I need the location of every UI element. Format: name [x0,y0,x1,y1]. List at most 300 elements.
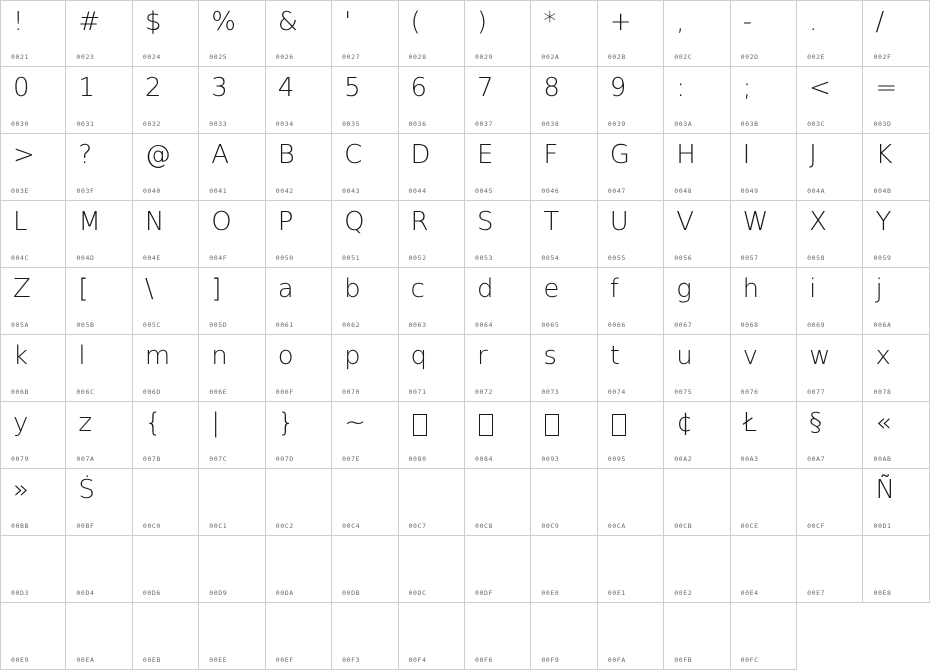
glyph-cell[interactable] [731,67,797,134]
glyph-codepoint: 0034 [275,120,294,128]
glyph-cell[interactable] [266,536,332,603]
glyph-codepoint: 0093 [541,455,560,463]
glyph-cell[interactable] [332,335,398,402]
glyph-cell[interactable] [399,335,465,402]
glyph-codepoint: 0068 [740,321,759,329]
glyph-cell[interactable] [797,335,863,402]
glyph-cell[interactable] [133,536,199,603]
glyph-cell[interactable] [399,201,465,268]
glyph-codepoint: 0042 [275,187,294,195]
glyph-codepoint: 0061 [275,321,294,329]
glyph-codepoint: 00C1 [209,522,228,530]
glyph-character: , [676,7,685,37]
glyph-cell[interactable] [66,67,132,134]
glyph-codepoint: 002D [740,53,759,61]
glyph-character: R [410,207,429,237]
glyph-cell[interactable] [531,201,597,268]
glyph-character: @ [144,140,171,170]
glyph-cell[interactable] [863,335,929,402]
glyph-cell[interactable] [399,402,465,469]
glyph-character: ; [742,73,752,103]
glyph-codepoint: 006B [11,388,30,396]
glyph-cell[interactable] [266,603,332,670]
glyph-codepoint: 006A [873,321,892,329]
glyph-cell[interactable] [266,335,332,402]
glyph-cell[interactable] [731,0,797,67]
glyph-character: g [676,274,692,304]
glyph-cell[interactable] [133,402,199,469]
glyph-cell[interactable] [66,201,132,268]
glyph-cell[interactable] [266,134,332,201]
glyph-cell[interactable] [399,603,465,670]
glyph-character: 9 [609,73,627,103]
glyph-character: U [609,207,629,237]
glyph-codepoint: 0084 [474,455,494,463]
glyph-character: % [211,7,236,37]
glyph-codepoint: 003A [674,120,693,128]
glyph-codepoint: 0071 [408,388,427,396]
glyph-cell[interactable] [66,469,132,536]
glyph-cell[interactable] [399,134,465,201]
glyph-cell[interactable] [531,0,597,67]
glyph-codepoint: 0047 [607,187,626,195]
glyph-cell[interactable] [731,201,797,268]
glyph-codepoint: 00E4 [740,589,759,597]
glyph-codepoint: 00A2 [674,455,693,463]
glyph-cell[interactable] [332,201,398,268]
glyph-character: ! [13,7,24,37]
glyph-cell[interactable] [531,134,597,201]
glyph-cell[interactable] [332,67,398,134]
glyph-codepoint: 0038 [541,120,560,128]
glyph-cell[interactable] [66,268,132,335]
glyph-cell[interactable] [731,469,797,536]
glyph-character: ~ [344,408,366,438]
glyph-character: n [211,341,228,371]
glyph-cell[interactable] [731,402,797,469]
glyph-cell[interactable] [664,402,730,469]
glyph-cell[interactable] [863,67,929,134]
glyph-codepoint: 0025 [209,53,228,61]
glyph-cell[interactable] [598,268,664,335]
glyph-cell[interactable] [598,469,664,536]
glyph-cell[interactable] [664,201,730,268]
glyph-character: ] [211,274,222,304]
glyph-codepoint: 00C7 [408,522,427,530]
glyph-codepoint: 00E2 [674,589,693,597]
glyph-cell[interactable] [664,0,730,67]
glyph-cell[interactable] [0,268,66,335]
glyph-codepoint: 002E [807,53,826,61]
glyph-codepoint: 0044 [408,187,427,195]
glyph-codepoint: 006E [209,388,228,396]
glyph-codepoint: 00FA [607,656,626,664]
glyph-codepoint: 00E8 [873,589,892,597]
glyph-cell[interactable] [266,67,332,134]
glyph-character: h [742,274,760,304]
glyph-character: [ [78,274,89,304]
glyph-character: L [13,207,28,237]
glyph-cell[interactable] [66,603,132,670]
glyph-codepoint: 0065 [541,321,560,329]
glyph-codepoint: 0039 [607,120,626,128]
glyph-character: Z [13,274,31,304]
glyph-cell[interactable] [0,134,66,201]
glyph-cell[interactable] [664,134,730,201]
glyph-cell[interactable] [133,268,199,335]
glyph-cell[interactable] [133,603,199,670]
glyph-character: 5 [344,73,361,103]
glyph-cell[interactable] [598,134,664,201]
notdef-box-icon [413,414,427,436]
glyph-codepoint: 00EB [142,656,161,664]
glyph-codepoint: 0051 [342,254,361,262]
glyph-cell[interactable] [66,335,132,402]
glyph-character: v [742,341,759,371]
glyph-codepoint: 004A [807,187,826,195]
glyph-cell[interactable] [0,335,66,402]
glyph-codepoint: 0041 [209,187,228,195]
glyph-character: j [875,274,883,304]
glyph-codepoint: 00BB [11,522,30,530]
glyph-cell[interactable] [531,402,597,469]
glyph-character: ) [476,7,488,37]
glyph-character: V [676,207,695,237]
glyph-cell[interactable] [332,268,398,335]
glyph-cell[interactable] [797,0,863,67]
glyph-character: ' [344,7,352,37]
glyph-character: b [344,274,361,304]
glyph-codepoint: 00CF [807,522,826,530]
glyph-codepoint: 0079 [11,455,30,463]
glyph-cell[interactable] [664,67,730,134]
glyph-cell[interactable] [731,268,797,335]
glyph-codepoint: 00F9 [541,656,560,664]
glyph-character: / [875,7,885,37]
glyph-character: k [13,341,29,371]
glyph-cell[interactable] [66,134,132,201]
glyph-character: z [78,408,93,438]
glyph-codepoint: 002F [873,53,892,61]
glyph-cell[interactable] [199,603,265,670]
glyph-cell[interactable] [66,402,132,469]
glyph-character: * [543,7,557,37]
glyph-cell[interactable] [531,268,597,335]
glyph-codepoint: 0053 [474,254,494,262]
glyph-codepoint: 0076 [740,388,759,396]
glyph-codepoint: 004C [11,254,30,262]
glyph-cell[interactable] [199,201,265,268]
glyph-character: H [676,140,696,170]
glyph-cell[interactable] [133,201,199,268]
glyph-character: = [875,73,898,103]
glyph-cell[interactable] [465,402,531,469]
glyph-character: i [809,274,817,304]
glyph-character: 2 [144,73,162,103]
glyph-codepoint: 00EE [209,656,228,664]
glyph-character: { [144,408,162,438]
glyph-cell[interactable] [465,67,531,134]
glyph-cell[interactable] [133,469,199,536]
glyph-codepoint: 0056 [674,254,693,262]
glyph-cell[interactable] [531,603,597,670]
glyph-cell[interactable] [664,335,730,402]
notdef-box-icon [545,414,559,436]
glyph-cell[interactable] [0,201,66,268]
glyph-cell[interactable] [797,268,863,335]
glyph-cell[interactable] [199,402,265,469]
glyph-cell[interactable] [465,335,531,402]
glyph-character: Y [875,207,892,237]
glyph-codepoint: 00D9 [209,589,228,597]
glyph-cell[interactable] [399,536,465,603]
glyph-cell[interactable] [266,402,332,469]
glyph-cell[interactable] [465,268,531,335]
glyph-character: u [676,341,693,371]
glyph-cell[interactable] [731,536,797,603]
glyph-codepoint: 00F4 [408,656,427,664]
glyph-cell[interactable] [332,402,398,469]
glyph-cell[interactable] [531,536,597,603]
glyph-cell[interactable] [731,335,797,402]
glyph-codepoint: 00EF [275,656,294,664]
glyph-character: B [277,140,295,170]
glyph-cell[interactable] [399,67,465,134]
glyph-character: y [13,408,29,438]
glyph-cell[interactable] [199,335,265,402]
glyph-cell[interactable] [266,201,332,268]
glyph-character: f [609,274,619,304]
glyph-cell[interactable] [465,0,531,67]
glyph-cell[interactable] [465,469,531,536]
glyph-codepoint: 0075 [674,388,693,396]
glyph-codepoint: 0073 [541,388,560,396]
glyph-codepoint: 003D [873,120,892,128]
glyph-cell[interactable] [664,469,730,536]
glyph-character: N [144,207,165,237]
glyph-codepoint: 005B [76,321,95,329]
glyph-character: ? [78,140,93,170]
glyph-character: q [410,341,428,371]
glyph-cell[interactable] [598,335,664,402]
glyph-cell[interactable] [199,0,265,67]
glyph-character: D [410,140,431,170]
glyph-cell[interactable] [598,603,664,670]
glyph-codepoint: 005A [11,321,30,329]
glyph-character: < [809,73,831,103]
glyph-character: T [543,207,560,237]
glyph-cell[interactable] [531,67,597,134]
glyph-character: I [742,140,751,170]
glyph-cell[interactable] [66,536,132,603]
glyph-character: O [211,207,232,237]
glyph-cell[interactable] [133,0,199,67]
glyph-cell[interactable] [266,469,332,536]
glyph-cell[interactable] [598,402,664,469]
glyph-cell[interactable] [797,67,863,134]
glyph-cell[interactable] [598,67,664,134]
glyph-codepoint: 0074 [607,388,626,396]
glyph-character: M [78,207,101,237]
glyph-codepoint: 004F [209,254,228,262]
glyph-cell[interactable] [863,268,929,335]
glyph-character: K [875,140,893,170]
glyph-cell[interactable] [332,134,398,201]
glyph-cell[interactable] [133,335,199,402]
glyph-codepoint: 00C0 [142,522,161,530]
glyph-codepoint: 0064 [474,321,494,329]
glyph-character: Ṡ [78,475,95,505]
glyph-codepoint: 0059 [873,254,892,262]
glyph-character: 6 [410,73,428,103]
notdef-box-icon [479,414,493,436]
glyph-character: o [277,341,294,371]
glyph-codepoint: 0035 [342,120,361,128]
glyph-codepoint: 00BF [76,522,95,530]
glyph-character: x [875,341,891,371]
glyph-character: 3 [211,73,228,103]
glyph-cell[interactable] [399,469,465,536]
glyph-codepoint: 004B [873,187,892,195]
glyph-character: 1 [78,73,95,103]
glyph-cell[interactable] [731,603,797,670]
glyph-cell[interactable] [531,469,597,536]
glyph-cell[interactable] [332,0,398,67]
glyph-codepoint: 0049 [740,187,759,195]
glyph-codepoint: 0028 [408,53,427,61]
glyph-cell[interactable] [332,603,398,670]
glyph-cell[interactable] [598,536,664,603]
glyph-character: W [742,207,769,237]
glyph-codepoint: 0024 [142,53,161,61]
glyph-character: p [344,341,361,371]
glyph-cell[interactable] [797,536,863,603]
glyph-cell[interactable] [266,0,332,67]
glyph-character: c [410,274,425,304]
glyph-character: « [875,408,892,438]
glyph-cell[interactable] [332,536,398,603]
glyph-character: & [277,7,298,37]
glyph-codepoint: 0077 [807,388,826,396]
glyph-codepoint: 005C [142,321,161,329]
glyph-cell[interactable] [66,0,132,67]
glyph-cell[interactable] [863,402,929,469]
glyph-character: § [809,408,823,438]
glyph-codepoint: 007C [209,455,228,463]
glyph-cell[interactable] [0,402,66,469]
glyph-cell[interactable] [399,268,465,335]
glyph-codepoint: 006D [142,388,161,396]
glyph-cell[interactable] [332,469,398,536]
glyph-codepoint: 002A [541,53,560,61]
glyph-codepoint: 0062 [342,321,361,329]
glyph-codepoint: 0030 [11,120,30,128]
glyph-character: F [543,140,559,170]
glyph-cell[interactable] [863,536,929,603]
glyph-codepoint: 00DB [342,589,361,597]
glyph-codepoint: 00E7 [807,589,826,597]
glyph-character: l [78,341,86,371]
glyph-character: X [809,207,827,237]
glyph-codepoint: 0048 [674,187,693,195]
glyph-codepoint: 00C4 [342,522,361,530]
glyph-cell[interactable] [797,201,863,268]
glyph-cell[interactable] [465,536,531,603]
glyph-cell[interactable] [0,469,66,536]
glyph-character: # [78,7,101,37]
glyph-cell[interactable] [0,536,66,603]
glyph-cell[interactable] [797,402,863,469]
glyph-character: S [476,207,494,237]
glyph-character: - [742,7,753,37]
glyph-cell[interactable] [465,201,531,268]
glyph-cell[interactable] [598,201,664,268]
glyph-codepoint: 00E0 [541,589,560,597]
glyph-cell[interactable] [465,134,531,201]
glyph-codepoint: 0021 [11,53,30,61]
glyph-codepoint: 003C [807,120,826,128]
glyph-cell[interactable] [0,67,66,134]
glyph-character: 8 [543,73,560,103]
glyph-cell[interactable] [266,268,332,335]
glyph-codepoint: 007E [342,455,361,463]
glyph-character: w [809,341,831,371]
glyph-cell[interactable] [399,0,465,67]
glyph-codepoint: 0036 [408,120,427,128]
glyph-character: Q [344,207,365,237]
glyph-cell[interactable] [863,469,929,536]
glyph-cell[interactable] [664,268,730,335]
glyph-cell[interactable] [199,134,265,201]
glyph-character: d [476,274,494,304]
glyph-character: P [277,207,294,237]
glyph-cell[interactable] [133,134,199,201]
glyph-cell[interactable] [199,67,265,134]
glyph-codepoint: 0045 [474,187,494,195]
glyph-cell[interactable] [863,201,929,268]
glyph-codepoint: 004D [76,254,95,262]
glyph-cell[interactable] [731,134,797,201]
glyph-character: s [543,341,557,371]
glyph-cell[interactable] [0,0,66,67]
glyph-character: Ł [742,408,758,438]
glyph-cell[interactable] [199,469,265,536]
glyph-codepoint: 0029 [474,53,494,61]
glyph-codepoint: 00E1 [607,589,626,597]
glyph-cell[interactable] [531,335,597,402]
glyph-cell[interactable] [0,603,66,670]
glyph-cell[interactable] [199,536,265,603]
glyph-cell[interactable] [863,134,929,201]
glyph-codepoint: 00AB [873,455,892,463]
glyph-codepoint: 003F [76,187,95,195]
glyph-cell[interactable] [797,134,863,201]
glyph-character: . [809,7,818,37]
glyph-cell[interactable] [863,0,929,67]
glyph-codepoint: 0055 [607,254,626,262]
glyph-cell[interactable] [133,67,199,134]
glyph-cell[interactable] [199,268,265,335]
glyph-codepoint: 0050 [275,254,294,262]
glyph-codepoint: 00FB [674,656,693,664]
glyph-codepoint: 0027 [342,53,361,61]
glyph-cell[interactable] [465,603,531,670]
glyph-cell[interactable] [664,603,730,670]
glyph-cell[interactable] [598,0,664,67]
glyph-cell[interactable] [797,469,863,536]
glyph-cell[interactable] [664,536,730,603]
glyph-codepoint: 0066 [607,321,626,329]
